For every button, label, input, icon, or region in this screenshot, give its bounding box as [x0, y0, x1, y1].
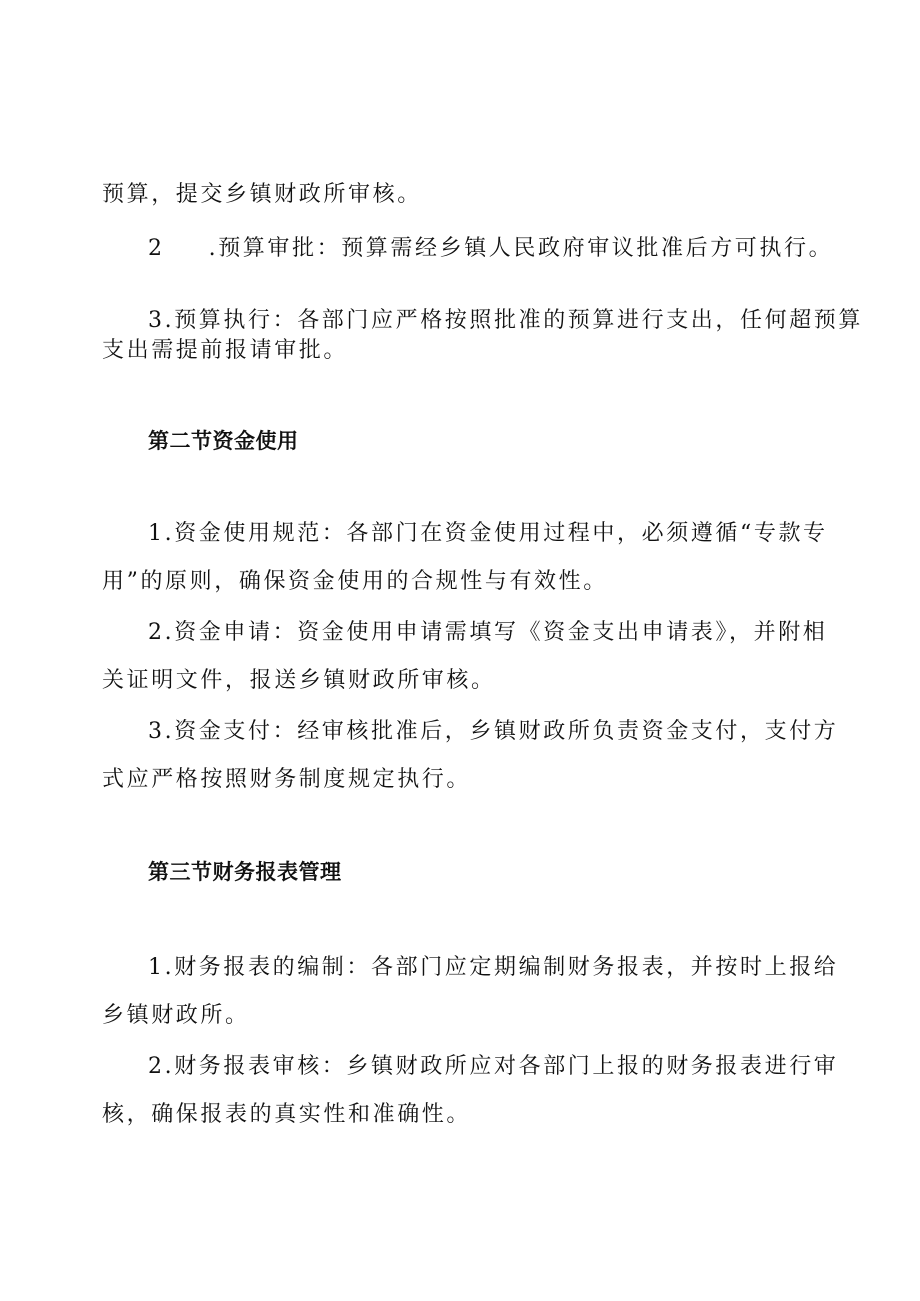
section-heading: 第三节财务报表管理	[148, 860, 342, 884]
paragraph-line: 1.财务报表的编制：各部门应定期编制财务报表，并按时上报给	[148, 955, 839, 980]
paragraph-line: 乡镇财政所。	[102, 1003, 250, 1028]
paragraph-line: 支出需提前报请审批。	[102, 338, 349, 363]
paragraph-line: 2.资金申请：资金使用申请需填写《资金支出申请表》，并附相	[148, 620, 828, 645]
paragraph-line: 核，确保报表的真实性和准确性。	[102, 1102, 472, 1127]
paragraph-line	[148, 236, 868, 262]
paragraph-line: 用”的原则，确保资金使用的合规性与有效性。	[102, 569, 608, 594]
paragraph-line: 3.资金支付：经审核批准后，乡镇财政所负责资金支付，支付方	[148, 719, 839, 744]
paragraph-line: 1.资金使用规范：各部门在资金使用过程中，必须遵循“专款专	[148, 521, 828, 546]
list-text: .预算审批：预算需经乡镇人民政府审议批准后方可执行。	[208, 236, 834, 261]
paragraph-line: 式应严格按照财务制度规定执行。	[102, 767, 472, 792]
paragraph-line: 预算，提交乡镇财政所审核。	[102, 182, 422, 207]
paragraph-line: 3.预算执行：各部门应严格按照批准的预算进行支出，任何超预算	[148, 308, 863, 333]
list-number: 2	[148, 236, 165, 261]
paragraph-line: 2.财务报表审核：乡镇财政所应对各部门上报的财务报表进行审	[148, 1054, 839, 1079]
section-heading: 第二节资金使用	[148, 429, 299, 453]
paragraph-line: 关证明文件，报送乡镇财政所审核。	[102, 668, 496, 693]
